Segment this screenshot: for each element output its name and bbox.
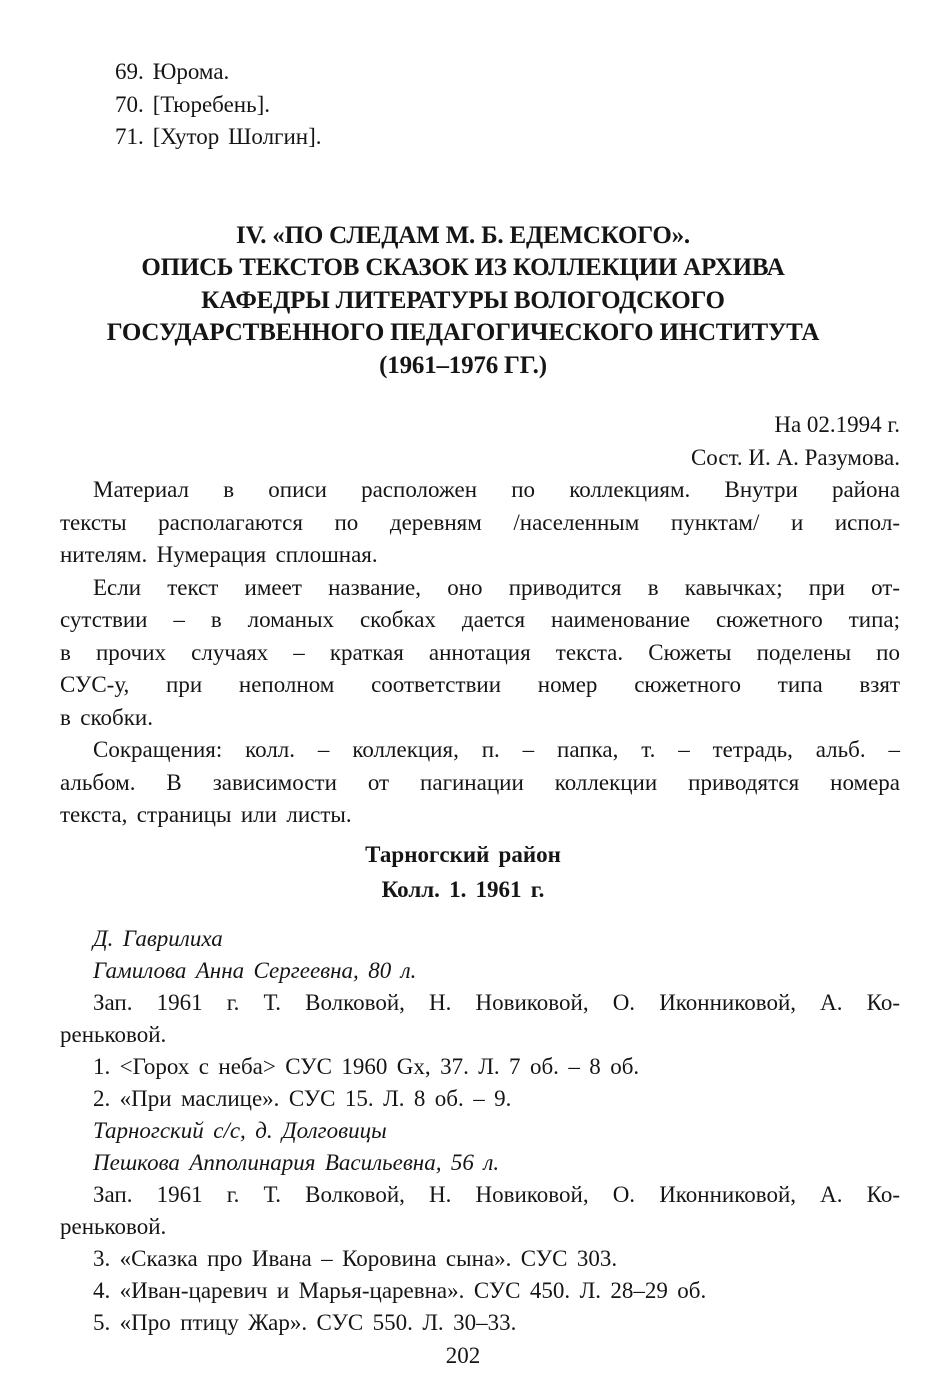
section-collection: Колл. 1. 1961 г. [381, 876, 545, 902]
intro-line: альбом. В зависимости от пагинации коллекции приводятся номера [60, 769, 900, 795]
compilation-date: На 02.1994 г. [774, 412, 900, 437]
intro-text [60, 409, 900, 832]
entry-performer: Гамилова Анна Сергеевна, 80 л. [93, 957, 417, 983]
settlement-list [115, 0, 926, 154]
compiler-name: Сост. И. А. Разумова. [690, 444, 900, 470]
section-heading [0, 837, 926, 907]
chapter-title-years: (1961–1976 ГГ.) [379, 351, 547, 379]
section-region: Тарногский район [365, 841, 561, 867]
intro-line: Материал в описи расположен по коллекциям. Внутри района [93, 477, 900, 502]
entry-recorded-by-cont: реньковой. [60, 1213, 167, 1239]
entry-item: 1. <Горох с неба> СУС 1960 Gx, 37. Л. 7 об. – 8 об. [93, 1053, 640, 1079]
entry-performer: Пешкова Апполинария Васильевна, 56 л. [93, 1149, 500, 1175]
intro-line: Сокращения: колл. – коллекция, п. – папка, т. – тетрадь, альб. – [93, 737, 900, 762]
entry-item: 3. «Сказка про Ивана – Коровина сына». СУС 303. [93, 1245, 618, 1271]
chapter-title-line: ГОСУДАРСТВЕННОГО ПЕДАГОГИЧЕСКОГО ИНСТИТУТА [106, 319, 820, 346]
catalogue-entries [60, 923, 900, 1339]
chapter-title-line: КАФЕДРЫ ЛИТЕРАТУРЫ ВОЛОГОДСКОГО [201, 286, 725, 314]
intro-line: в прочих случаях – краткая аннотация текста. Сюжеты поделены по [60, 639, 900, 665]
intro-line: текста, страницы или листы. [60, 802, 352, 827]
intro-line: тексты располагаются по деревням /населенным пунктам/ и испол- [60, 509, 900, 535]
entry-recorded-by: Зап. 1961 г. Т. Волковой, Н. Новиковой, О. Иконниковой, А. Ко- [93, 989, 900, 1015]
entry-item: 4. «Иван-царевич и Марья-царевна». СУС 450. Л. 28–29 об. [93, 1277, 707, 1303]
entry-item: 5. «Про птицу Жар». СУС 550. Л. 30–33. [93, 1309, 517, 1335]
entry-item: 2. «При маслице». СУС 15. Л. 8 об. – 9. [93, 1085, 512, 1111]
list-item: 69. Юрома. [115, 59, 230, 84]
intro-line: Если текст имеет название, оно приводится в кавычках; при от- [93, 574, 900, 600]
intro-line: нителям. Нумерация сплошная. [60, 542, 378, 567]
list-item: 70. [Тюребень]. [115, 91, 270, 117]
entry-village: Д. Гаврилиха [93, 925, 223, 951]
intro-line: в скобки. [60, 704, 153, 730]
chapter-title-line: ОПИСЬ ТЕКСТОВ СКАЗОК ИЗ КОЛЛЕКЦИИ АРХИВА [141, 254, 785, 281]
list-item: 71. [Хутор Шолгин]. [115, 124, 322, 149]
chapter-title-line: IV. «ПО СЛЕДАМ М. Б. ЕДЕМСКОГО». [236, 221, 690, 249]
intro-line: сутствии – в ломаных скобках дается наименование сюжетного типа; [60, 607, 900, 632]
page-number: 202 [445, 1342, 481, 1368]
chapter-title [40, 220, 886, 383]
intro-line: СУС-у, при неполном соответствии номер сюжетного типа взят [60, 672, 900, 697]
entry-recorded-by: Зап. 1961 г. Т. Волковой, Н. Новиковой, О. Иконниковой, А. Ко- [93, 1181, 900, 1207]
entry-recorded-by-cont: реньковой. [60, 1021, 167, 1047]
entry-village: Тарногский с/с, д. Долговицы [93, 1117, 387, 1143]
